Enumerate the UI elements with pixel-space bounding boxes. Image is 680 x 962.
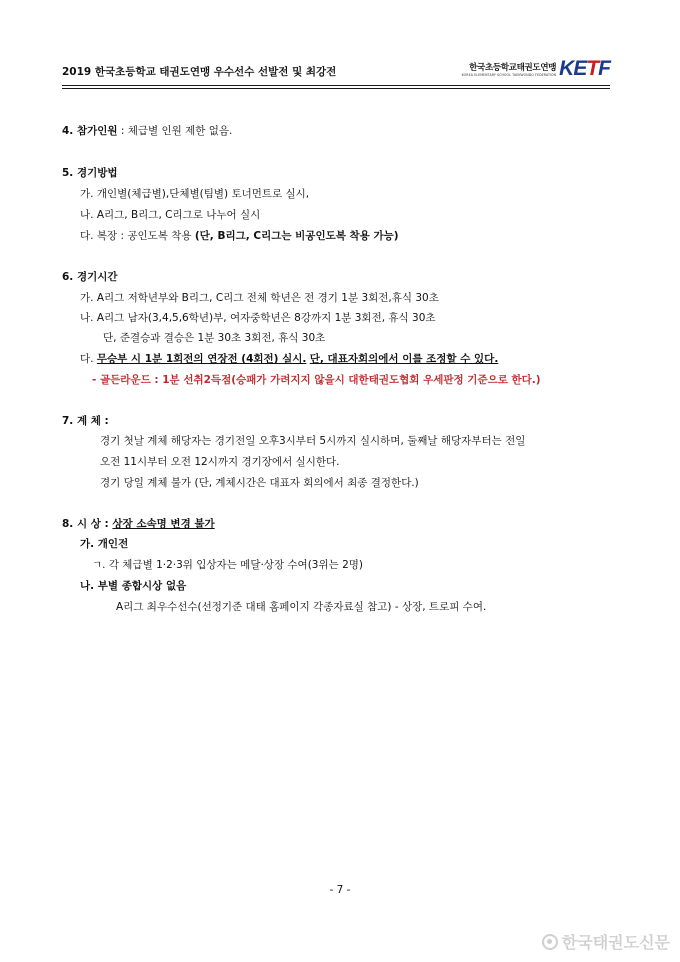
uniform-exception: (단, B리그, C리그는 비공인도복 착용 가능) <box>194 230 399 242</box>
section-4-line <box>62 124 232 138</box>
section-5-item-c: 다. 복장 : 공인도복 착용 (단, B리그, C리그는 비공인도복 착용 가능) <box>80 230 399 242</box>
ketf-logo <box>462 58 610 79</box>
header-rule <box>62 85 610 86</box>
section-8-individual-line: ㄱ. 각 체급별 1·2·3위 입상자는 메달·상장 수여(3위는 2명) <box>92 559 364 571</box>
page-number: - 7 - <box>329 884 351 896</box>
section-4-text: : 체급별 인원 제한 없음. <box>117 125 233 137</box>
section-5-item-b: 나. A리그, B리그, C리그로 나누어 실시 <box>80 209 261 221</box>
watermark-logo-icon <box>542 934 558 950</box>
overtime-rule: 무승부 시 1분 1회전의 연장전 (4회전) 실시. <box>96 353 307 365</box>
award-name-note: 상장 소속명 변경 불가 <box>112 518 215 530</box>
logo-english-name: KOREA ELEMENTARY SCHOOL TAEKWONDO FEDERATION <box>461 73 557 77</box>
header-rule-thin <box>62 88 610 89</box>
section-6-item-b: 나. A리그 남자(3,4,5,6학년)부, 여자중학년은 8강까지 1분 3회전, 휴식 30초 <box>80 312 436 324</box>
section-7-line-1: 경기 첫날 계체 해당자는 경기전일 오후3시부터 5시까지 실시하며, 둘째날 해당자부터는 전일 <box>100 435 526 447</box>
section-4-heading: 4. 참가인원 <box>62 125 118 137</box>
document-header <box>62 57 610 92</box>
section-8-heading: 8. 시 상 : 상장 소속명 변경 불가 <box>62 518 215 530</box>
golden-round-note: - 골든라운드 : 1분 선취2득점(승패가 가려지지 않을시 대한태권도협회 우세판정 기준으로 한다.) <box>92 374 541 386</box>
logo-mark: KETF <box>559 57 610 80</box>
watermark <box>542 930 670 953</box>
section-6-heading: 6. 경기시간 <box>62 271 118 283</box>
document-title: 2019 한국초등학교 태권도연맹 우수선수 선발전 및 최강전 <box>62 66 337 78</box>
section-7-line-3: 경기 당일 계체 불가 (단, 계체시간은 대표자 회의에서 최종 결정한다.) <box>100 477 419 489</box>
section-5-item-a: 가. 개인별(체급별),단체별(팀별) 토너먼트로 실시, <box>80 188 310 200</box>
section-8-division-line: A리그 최우수선수(선정기준 대태 홈페이지 각종자료실 참고) - 상장, 트로피 수여. <box>116 601 487 613</box>
logo-korean-name: 한국초등학교태권도연맹 <box>469 63 557 73</box>
section-7-line-2: 오전 11시부터 오전 12시까지 경기장에서 실시한다. <box>100 456 340 468</box>
watermark-text: 한국태권도신문 <box>561 933 670 952</box>
section-5-heading: 5. 경기방법 <box>62 167 118 179</box>
section-6-item-b-note: 단, 준결승과 결승은 1분 30초 3회전, 휴식 30초 <box>103 332 326 344</box>
section-6-item-c: 다. 무승부 시 1분 1회전의 연장전 (4회전) 실시. 단, 대표자회의에서 이를 조정할 수 있다. <box>80 353 499 365</box>
section-8-individual-title: 가. 개인전 <box>80 538 129 550</box>
representative-meeting-note: 단, 대표자회의에서 이를 조정할 수 있다. <box>309 353 499 365</box>
section-8-division-title: 나. 부별 종합시상 없음 <box>80 580 187 592</box>
section-7-heading: 7. 계 체 : <box>62 415 109 427</box>
section-6-item-a: 가. A리그 저학년부와 B리그, C리그 전체 학년은 전 경기 1분 3회전,휴식 30초 <box>80 292 439 304</box>
